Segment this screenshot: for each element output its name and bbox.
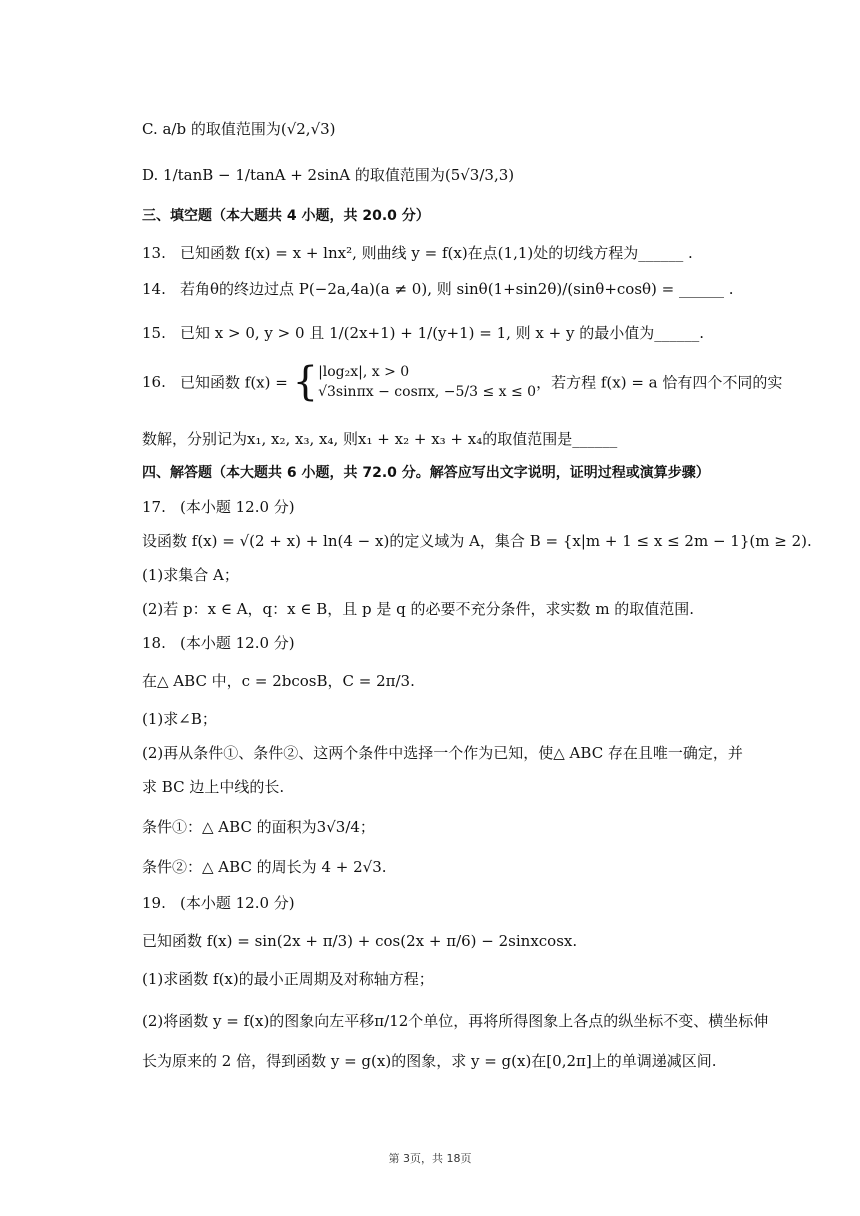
question-number: 14. (142, 280, 166, 298)
question-18-part2b: 求 BC 边上中线的长. (142, 778, 285, 796)
option-c: C. a/b 的取值范围为(√2,√3) (142, 120, 336, 138)
question-score: (本小题 12.0 分) (180, 634, 295, 652)
section-answer-heading: 四、解答题（本大题共 6 小题，共 72.0 分。解答应写出文字说明，证明过程或演算步骤） (142, 465, 710, 481)
question-19-part2b: 长为原来的 2 倍，得到函数 y = g(x)的图象，求 y = g(x)在[0,2π]上的单调递减区间. (142, 1052, 717, 1070)
question-19-part2a: (2)将函数 y = f(x)的图象向左平移π/12个单位，再将所得图象上各点的纵坐标不变、横坐标伸 (142, 1012, 769, 1030)
piecewise-cases (318, 362, 536, 402)
question-18-condition2: 条件②：△ ABC 的周长为 4 + 2√3. (142, 858, 387, 876)
question-16 (142, 359, 783, 405)
question-14 (142, 278, 750, 299)
question-score: (本小题 12.0 分) (180, 498, 295, 516)
question-18-part2a: (2)再从条件①、条件②、这两个条件中选择一个作为已知，使△ ABC 存在且唯一确定，并 (142, 744, 743, 762)
question-19-header (142, 892, 750, 913)
question-18-header (142, 632, 750, 653)
section-fill-in-heading: 三、填空题（本大题共 4 小题，共 20.0 分） (142, 208, 430, 224)
question-text: 若角θ的终边过点 P(−2a,4a)(a ≠ 0), 则 sinθ(1+sin2θ)/(sinθ+cosθ) = ______ . (180, 280, 734, 298)
question-text: 已知函数 f(x) = x + lnx², 则曲线 y = f(x)在点(1,1)处的切线方程为______ . (180, 244, 693, 262)
question-18-condition1: 条件①：△ ABC 的面积为3√3/4； (142, 818, 375, 836)
question-number: 19. (142, 894, 166, 912)
brace: { (292, 359, 319, 405)
question-16-line2: 数解，分别记为x₁, x₂, x₃, x₄, 则x₁ + x₂ + x₃ + x₄的取值范围是______ (142, 430, 618, 448)
question-18-line1: 在△ ABC 中，c = 2bcosB，C = 2π/3. (142, 672, 415, 690)
question-18-part1: (1)求∠B； (142, 710, 217, 728)
question-16-prefix: 已知函数 f(x) = (180, 373, 288, 392)
question-number: 15. (142, 324, 166, 342)
question-17-part1: (1)求集合 A； (142, 566, 239, 584)
question-16-suffix: ，若方程 f(x) = a 恰有四个不同的实 (536, 373, 783, 392)
page-footer: 第 3页，共 18页 (388, 1152, 472, 1165)
question-number: 16. (142, 373, 166, 391)
question-15 (142, 322, 750, 343)
option-d: D. 1/tanB − 1/tanA + 2sinA 的取值范围为(5√3/3,3) (142, 166, 515, 184)
question-number: 17. (142, 498, 166, 516)
question-19-line1: 已知函数 f(x) = sin(2x + π/3) + cos(2x + π/6) − 2sinxcosx. (142, 932, 578, 950)
question-score: (本小题 12.0 分) (180, 894, 295, 912)
question-text: 已知 x > 0, y > 0 且 1/(2x+1) + 1/(y+1) = 1, 则 x + y 的最小值为______. (180, 324, 705, 342)
question-number: 13. (142, 244, 166, 262)
question-number: 18. (142, 634, 166, 652)
question-17-line1: 设函数 f(x) = √(2 + x) + ln(4 − x)的定义域为 A，集合 B = {x|m + 1 ≤ x ≤ 2m − 1}(m ≥ 2). (142, 532, 812, 550)
case-2: √3sinπx − cosπx, −5/3 ≤ x ≤ 0 (318, 384, 537, 400)
question-19-part1: (1)求函数 f(x)的最小正周期及对称轴方程； (142, 970, 434, 988)
question-13 (142, 242, 750, 263)
question-17-header (142, 496, 750, 517)
question-17-part2: (2)若 p：x ∈ A，q：x ∈ B，且 p 是 q 的必要不充分条件，求实数 m 的取值范围. (142, 600, 695, 618)
case-1: |log₂x|, x > 0 (318, 364, 410, 380)
